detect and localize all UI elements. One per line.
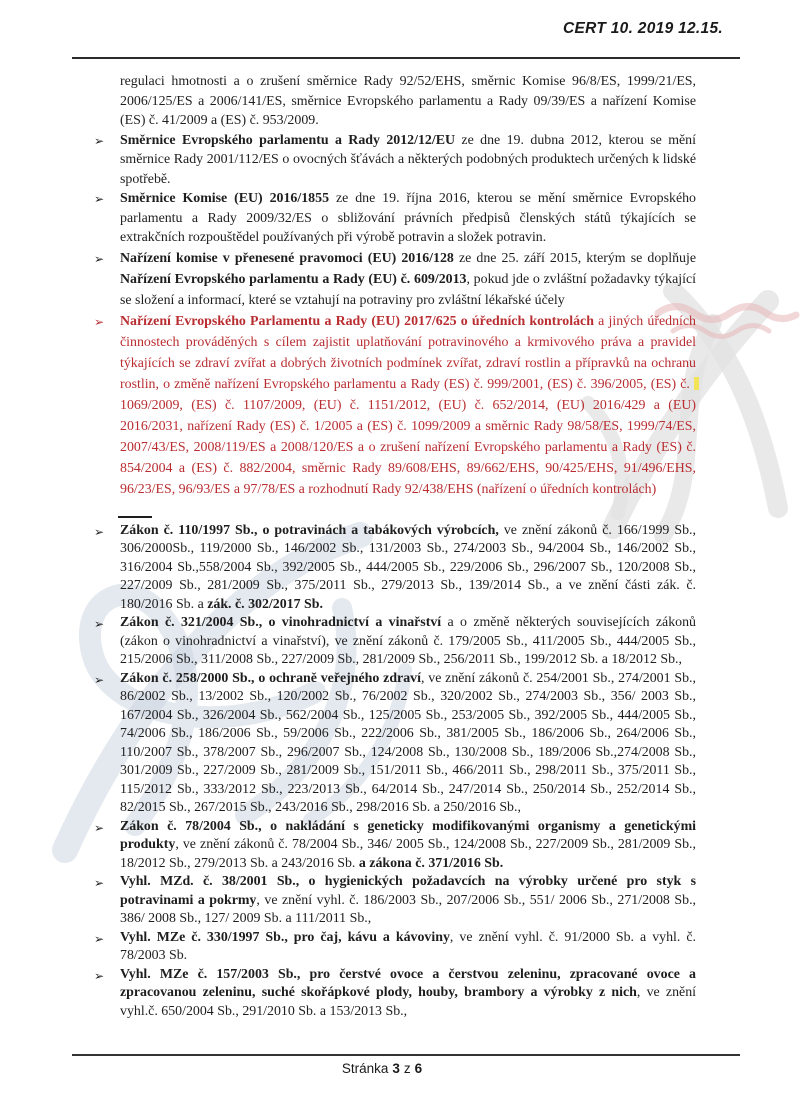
footer-page-number: 3 [392, 1061, 400, 1076]
list-item [72, 818, 696, 874]
text-run: , ve znění vyhl. č. 91/2000 Sb. a vyhl. č. 78/2003 Sb. [120, 929, 696, 963]
text-run: , ve znění vyhl. č. 186/2003 Sb., 207/2006 Sb., 551/ 2006 Sb., 271/2008 Sb., 386/ 2008 Sb., 127/ 2009 Sb. a 111/2011 Sb., [120, 892, 697, 926]
list-item [72, 522, 696, 615]
bold-text-run: Nařízení komise v přenesené pravomoci (EU) 2016/128 [120, 250, 454, 266]
bold-text-run: Zákon č. 78/2004 Sb., o nakládání s geneticky modifikovanými organismy a genetickými produkty [120, 818, 696, 852]
bold-text-run: Zákon č. 110/1997 Sb., o potravinách a tabákových výrobcích, [120, 522, 499, 538]
bold-text-run: Nařízení Evropského parlamentu a Rady (EU) č. 609/2013 [120, 271, 467, 287]
bullet-arrow-icon: ➢ [94, 314, 105, 329]
header-rule [72, 57, 740, 59]
footer-separator: z [403, 1061, 411, 1076]
list-item [72, 131, 696, 190]
text-run: ve znění zákonů č. 166/1999 Sb., 306/2000Sb., 119/2000 Sb., 146/2002 Sb., 131/2003 Sb., 274/2003 Sb., 94/2004 Sb., 146/2002 Sb., 316/2004 Sb.,558/2004 Sb., 392/2005 Sb., 444/2005 Sb., 229/2006 Sb., 296/2007 Sb., 120/2008 Sb., 227/2009 Sb., 281/2009 Sb., 375/2011 Sb., 279/2013 Sb., 139/2014 Sb., a ve znění části zák. č. 180/2016 Sb. a [120, 522, 696, 612]
list-item [72, 929, 696, 966]
bullet-arrow-icon: ➢ [94, 876, 105, 890]
bold-text-run: Zákon č. 258/2000 Sb., o ochraně veřejného zdraví [120, 670, 421, 686]
text-run: ze dne 25. září 2015, kterým se doplňuje [453, 250, 696, 266]
list-item [72, 248, 696, 311]
bullet-arrow-icon: ➢ [94, 968, 105, 983]
footer-label: Stránka [341, 1061, 389, 1076]
bold-text-run: a zákona č. 371/2016 Sb. [358, 855, 504, 871]
bold-text-run: Zákon č. 321/2004 Sb., o vinohradnictví a vinařství [120, 615, 442, 630]
bullet-arrow-icon: ➢ [94, 251, 105, 266]
bold-text-run: Vyhl. MZd. č. 38/2001 Sb., o hygienických požadavcích na výrobky určené pro styk s potravinami a pokrmy [120, 874, 696, 908]
paragraph [72, 72, 696, 131]
text-run: ze dne 19. dubna 2012, kterou se mění směrnice Rady 2001/112/ES o ovocných šťávách a některých podobných produktech určených k lidské spotřebě. [120, 132, 696, 187]
text-run: a jiných úředních činnostech prováděných s cílem zajistit uplatňování potravinového a krmivového práva a pravidel týkajících se zdraví zvířat a dobrých životních podmínek zvířat, zdraví rostlin a přípravků na ochranu rostlin, o změně nařízení Evropského parlamentu a Rady (ES) č. 999/2001, (ES) č. 396/2005, (ES) č. [120, 313, 696, 392]
bold-text-run: zák. č. 302/2017 Sb. [207, 596, 323, 612]
bold-text-run: Směrnice Evropského parlamentu a Rady 2012/12/EU [120, 132, 456, 148]
text-run: a o změně některých souvisejících zákonů (zákon o vinohradnictví a vinařství), ve znění zákonů č. 179/2005 Sb., 411/2005 Sb., 444/2005 Sb., 215/2006 Sb., 311/2008 Sb., 227/2009 Sb., 281/2009 Sb., 256/2011 Sb., 199/2012 Sb. a 18/2012 Sb., [120, 615, 697, 667]
text-run: , pokud jde o zvláštní požadavky týkající se složení a informací, které se vztahují na potraviny pro zvláštní lékařské účely [120, 271, 696, 308]
list-item [72, 189, 696, 248]
bullet-arrow-icon: ➢ [94, 524, 105, 539]
bullet-arrow-icon: ➢ [94, 931, 105, 946]
bold-text-run: Vyhl. MZe č. 330/1997 Sb., pro čaj, kávu a kávoviny [120, 929, 450, 945]
bullet-arrow-icon: ➢ [94, 192, 105, 206]
text-run: , ve znění zákonů č. 254/2001 Sb., 274/2001 Sb., 86/2002 Sb., 13/2002 Sb., 120/2002 Sb., 76/2002 Sb., 320/2002 Sb., 274/2003 Sb., 356/ 2003 Sb., 167/2004 Sb., 326/2004 Sb., 562/2004 Sb., 125/2005 Sb., 253/2005 Sb., 392/2005 Sb., 444/2005 Sb., 74/2006 Sb., 186/2006 Sb., 59/2006 Sb., 222/2006 Sb., 381/2005 Sb., 186/2006 Sb., 264/2006 Sb., 110/2007 Sb., 378/2007 Sb., 296/2007 Sb., 124/2008 Sb., 130/2008 Sb., 189/2006 Sb.,274/2008 Sb., 301/2009 Sb., 227/2009 Sb., 281/2009 Sb., 151/2011 Sb., 466/2011 Sb., 298/2011 Sb., 375/2011 Sb., 115/2012 Sb., 333/2012 Sb., 223/2013 Sb., 64/2014 Sb., 247/2014 Sb., 250/2014 Sb., 252/2014 Sb., 82/2015 Sb., 267/2015 Sb., 243/2016 Sb., 298/2016 Sb. a 250/2016 Sb., [120, 670, 696, 815]
bullet-arrow-icon: ➢ [94, 672, 105, 687]
header-stamp: CERT 10. 2019 12.15. [563, 20, 723, 37]
list-item [72, 873, 696, 929]
list-item [72, 614, 696, 670]
text-run: , ve znění zákonů č. 78/2004 Sb., 346/ 2005 Sb., 124/2008 Sb., 227/2009 Sb., 281/2009 Sb., 18/2012 Sb., 279/2013 Sb. a 243/2016 Sb. [120, 837, 696, 871]
bullet-arrow-icon: ➢ [94, 133, 105, 148]
bullet-arrow-icon: ➢ [94, 617, 105, 631]
bold-text-run: Vyhl. MZe č. 157/2003 Sb., pro čerstvé ovoce a čerstvou zeleninu, zpracované ovoce a zpracovanou zeleninu, suché skořápkové plody, houby, brambory a výrobky z nich [120, 966, 696, 1000]
page-footer [72, 1061, 692, 1076]
document-body [72, 72, 696, 1021]
scan-artifact-line [118, 516, 152, 518]
list-item [72, 966, 696, 1022]
highlight-mark [694, 377, 699, 390]
text-run: 1069/2009, (ES) č. 1107/2009, (EU) č. 1151/2012, (EU) č. 652/2014, (EU) 2016/429 a (EU) 2016/2031, nařízení Rady (ES) č. 1/2005 a (ES) č. 1099/2009 a směrnic Rady 98/58/ES, 1999/74/ES, 2007/43/ES, 2008/119/ES a 2008/120/ES a o zrušení nařízení Evropského parlamentu a Rady (ES) č. 854/2004 a (ES) č. 882/2004, směrnic Rady 89/608/EHS, 89/662/EHS, 90/425/EHS, 91/496/EHS, 96/23/ES, 96/93/ES a 97/78/ES a rozhodnutí Rady 92/438/EHS (nařízení o úředních kontrolách) [120, 397, 696, 497]
text-run: ze dne 19. října 2016, kterou se mění směrnice Evropského parlamentu a Rady 2009/32/ES o sbližování právních předpisů členských států týkajících se extrakčních rozpouštědel používaných při výrobě potravin a složek potravin. [120, 191, 696, 245]
bullet-arrow-icon: ➢ [94, 820, 105, 835]
text-run: , ve znění vyhl.č. 650/2004 Sb., 291/2010 Sb. a 153/2013 Sb., [120, 985, 697, 1019]
bold-text-run: Směrnice Komise (EU) 2016/1855 [120, 191, 330, 206]
bold-text-run: Nařízení Evropského Parlamentu a Rady (EU) 2017/625 o úředních kontrolách [120, 313, 594, 329]
footer-total-pages: 6 [414, 1061, 423, 1076]
list-item [72, 311, 696, 500]
list-item [72, 670, 696, 818]
footer-rule [72, 1054, 740, 1056]
text-run: regulaci hmotnosti a o zrušení směrnice Rady 92/52/EHS, směrnic Komise 96/8/ES, 1999/21/ES, 2006/125/ES a 2006/141/ES, směrnice Evropského parlamentu a Rady 09/39/ES a nařízení Komise (ES) č. 41/2009 a (ES) č. 953/2009. [120, 74, 696, 128]
